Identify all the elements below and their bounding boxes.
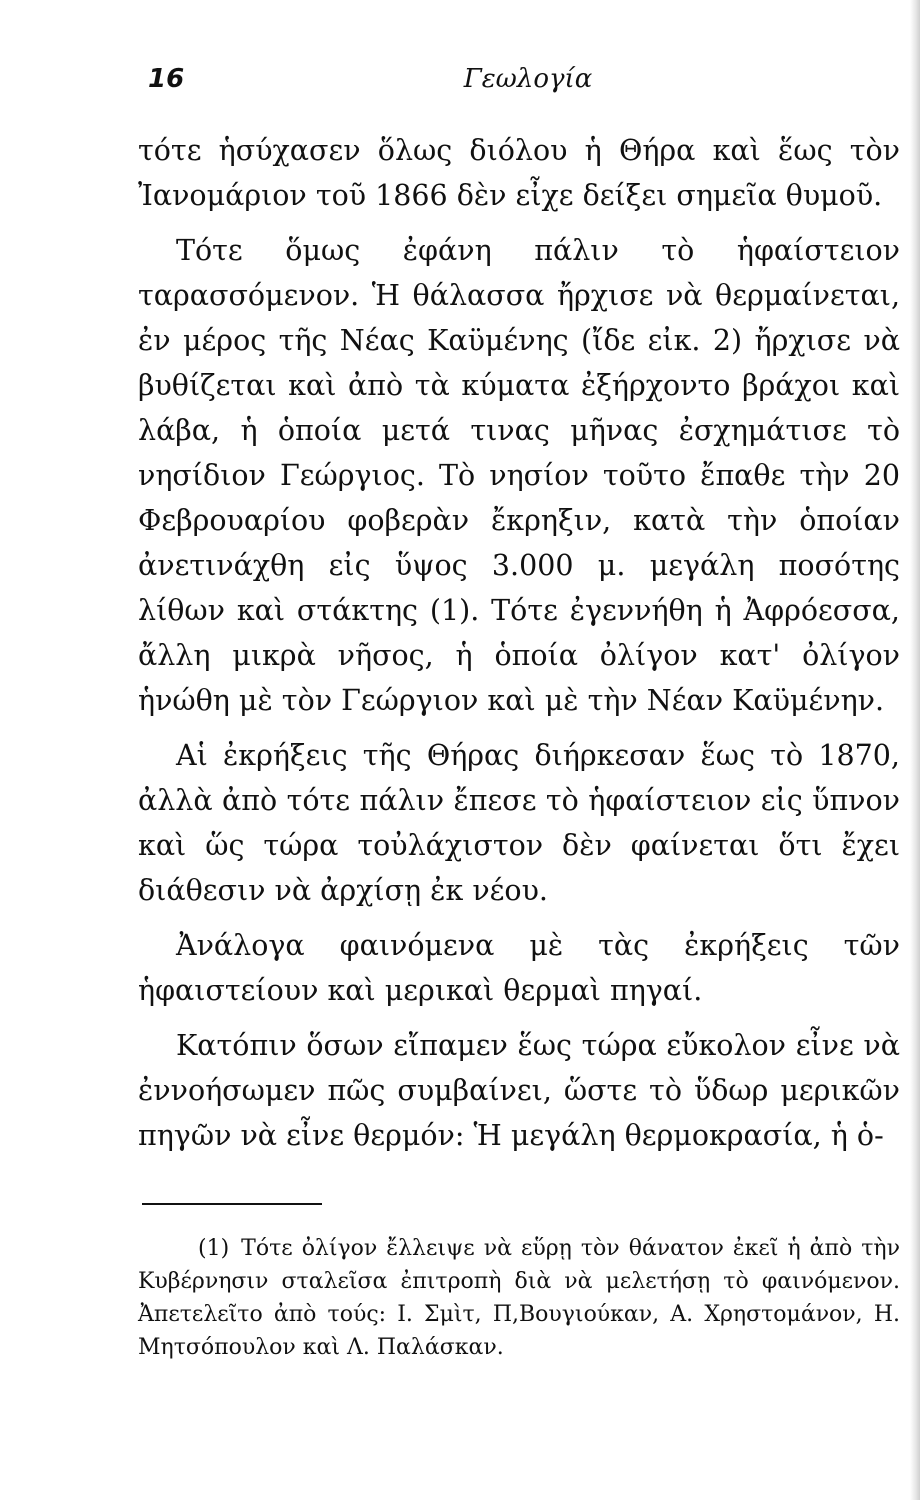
paragraph: Ἀνάλογα φαινόμενα μὲ τὰς ἐκρήξεις τῶν ἡφαιστείουν καὶ μερικαὶ θερμαὶ πηγαί.	[138, 929, 900, 1007]
footnote	[138, 1232, 900, 1364]
running-title: Γεωλογία	[463, 64, 593, 94]
footnote-text: Τότε ὀλίγον ἔλλειψε νὰ εὕρῃ τὸν θάνατον ἐκεῖ ἡ ἀπὸ τὴν Κυβέρνησιν σταλεῖσα ἐπιτροπὴ διὰ νὰ μελετήσῃ τὸ φαινόμενον. Ἀπετελεῖτο ἀπὸ τούς: Ι. Σμὶτ, Π,Βουγιούκαν, Α. Χρηστομάνον, Η. Μητσόπουλον καὶ Λ. Παλάσκαν.	[138, 1236, 900, 1360]
page-header	[148, 64, 888, 104]
page-edge-shadow	[910, 0, 920, 1500]
page-number: 16	[148, 64, 185, 94]
body-text	[138, 128, 900, 1168]
paragraph: τότε ἡσύχασεν ὅλως διόλου ἡ Θήρα καὶ ἕως τὸν Ἰανομάριον τοῦ 1866 δὲν εἶχε δείξει σημεῖα θυμοῦ.	[138, 134, 900, 212]
footnote-marker: (1)	[198, 1236, 230, 1261]
paragraph: Αἱ ἐκρήξεις τῆς Θήρας διήρκεσαν ἕως τὸ 1870, ἀλλὰ ἀπὸ τότε πάλιν ἔπεσε τὸ ἡφαίστειον εἰς ὕπνον καὶ ὥς τώρα τοὐλάχιστον δὲν φαίνεται ὅτι ἔχει διάθεσιν νὰ ἀρχίσῃ ἐκ νέου.	[138, 739, 900, 907]
footnote-divider	[142, 1203, 322, 1205]
paragraph: Κατόπιν ὅσων εἴπαμεν ἕως τώρα εὔκολον εἶνε νὰ ἐννοήσωμεν πῶς συμβαίνει, ὥστε τὸ ὕδωρ μερικῶν πηγῶν νὰ εἶνε θερμόν: Ἡ μεγάλη θερμοκρασία, ἡ ὁ-	[138, 1029, 900, 1152]
paragraph: Τότε ὅμως ἐφάνη πάλιν τὸ ἡφαίστειον ταρασσόμενον. Ἡ θάλασσα ἤρχισε νὰ θερμαίνεται, ἐν μέρος τῆς Νέας Καϋμένης (ἴδε εἰκ. 2) ἤρχισε νὰ βυθίζεται καὶ ἀπὸ τὰ κύματα ἐξήρχοντο βράχοι καὶ λάβα, ἡ ὁποία μετά τινας μῆνας ἐσχημάτισε τὸ νησίδιον Γεώργιος. Τὸ νησίον τοῦτο ἔπαθε τὴν 20 Φεβρουαρίου φοβερὰν ἔκρηξιν, κατὰ τὴν ὁποίαν ἀνετινάχθη εἰς ὕψος 3.000 μ. μεγάλη ποσότης λίθων καὶ στάκτης (1). Τότε ἐγεννήθη ἡ Ἀφρόεσσα, ἄλλη μικρὰ νῆσος, ἡ ὁποία ὀλίγον κατ' ὀλίγον ἡνώθη μὲ τὸν Γεώργιον καὶ μὲ τὴν Νέαν Καϋμένην.	[138, 234, 900, 717]
